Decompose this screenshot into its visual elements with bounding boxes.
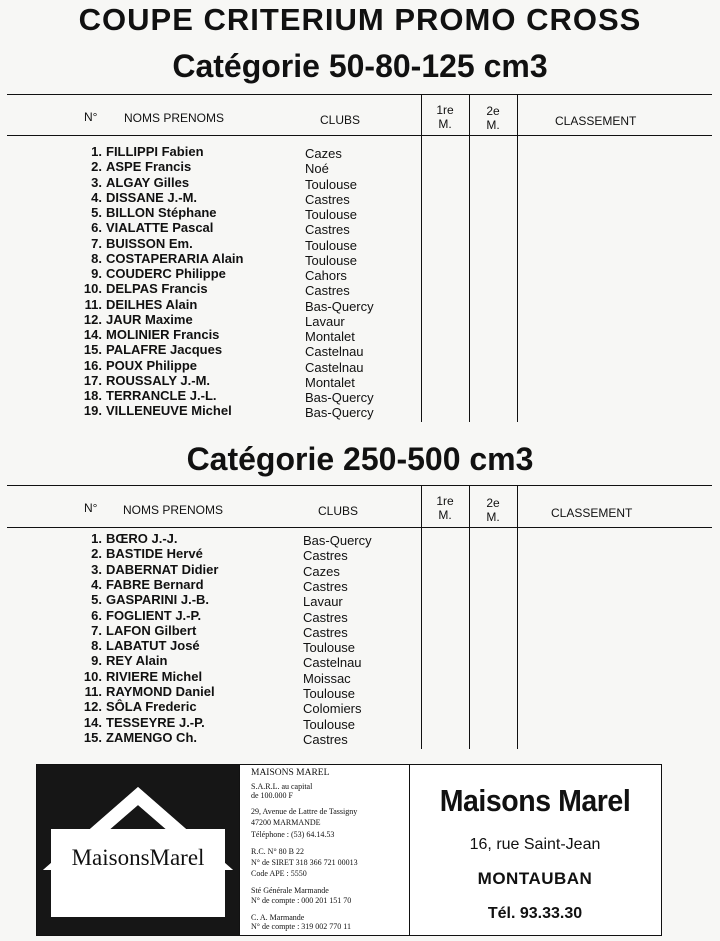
row-club: Toulouse: [303, 640, 356, 656]
row-name: VILLENEUVE Michel: [106, 403, 232, 419]
row-club: Toulouse: [303, 686, 356, 701]
row-name: BASTIDE Hervé: [106, 546, 203, 562]
ad-logo-panel: [37, 765, 239, 935]
table-row: [0, 638, 720, 656]
row-number: 6.: [91, 607, 102, 623]
row-club: Castelnau: [305, 359, 364, 375]
table-row: [0, 327, 720, 342]
row-club: Cazes: [303, 563, 340, 579]
row-name: DISSANE J.-M.: [106, 189, 198, 205]
table-row: [0, 608, 720, 623]
page-title: COUPE CRITERIUM PROMO CROSS: [78, 2, 642, 37]
row-number: 14.: [83, 714, 102, 730]
row-club: Bas-Quercy: [305, 298, 374, 314]
row-number: 1.: [91, 144, 102, 159]
row-club: Noé: [305, 161, 329, 177]
table-row: [0, 546, 720, 564]
row-name: PALAFRE Jacques: [106, 342, 223, 358]
category-1-title: Catégorie 50-80-125 cm3: [172, 48, 548, 84]
row-club: Toulouse: [305, 237, 358, 253]
table-row: [0, 190, 720, 205]
ad-street: 16, rue Saint-Jean: [469, 836, 601, 853]
row-name: TESSEYRE J.-P.: [106, 714, 205, 730]
ad-siret: N° de SIRET 318 366 721 00013: [251, 858, 358, 867]
table1-header-clubs: CLUBS: [320, 113, 361, 127]
row-number: 9.: [91, 266, 102, 281]
row-name: GASPARINI J.-B.: [106, 592, 210, 608]
row-name: SÔLA Frederic: [106, 699, 197, 715]
ad-divider-2: [409, 765, 410, 935]
row-number: 7.: [91, 622, 102, 638]
row-number: 5.: [91, 205, 102, 220]
row-name: FILLIPPI Fabien: [106, 144, 204, 159]
table2-header-1st-m: 1re M.: [436, 494, 454, 522]
table-row: [0, 175, 720, 190]
row-club: Castres: [303, 731, 348, 747]
row-club: Lavaur: [305, 313, 345, 329]
row-number: 1.: [91, 531, 102, 546]
row-name: BUISSON Em.: [106, 235, 193, 251]
ad-bank-2a: C. A. Marmande: [251, 913, 305, 922]
table1-header-1st-m: 1re M.: [436, 103, 454, 131]
table2-top-rule: [7, 485, 712, 486]
table1-header-num: N°: [84, 110, 98, 124]
table1-header-names: NOMS PRENOMS: [124, 111, 225, 125]
row-number: 14.: [83, 327, 102, 342]
table2-header-num: N°: [84, 501, 98, 515]
row-club: Castres: [305, 283, 350, 299]
ad-bank-1b: N° de compte : 000 201 151 70: [251, 896, 352, 905]
table2-header-2nd-m: 2e M.: [486, 496, 500, 524]
row-name: VIALATTE Pascal: [106, 220, 214, 236]
row-number: 19.: [83, 403, 102, 419]
table2-header-rule: [7, 527, 712, 528]
row-number: 4.: [91, 576, 102, 592]
row-name: MOLINIER Francis: [106, 327, 220, 342]
table-row: [0, 403, 720, 421]
row-name: FOGLIENT J.-P.: [106, 607, 202, 623]
row-number: 18.: [83, 388, 102, 403]
ad-sarl-1: S.A.R.L. au capital: [251, 782, 313, 791]
row-number: 3.: [91, 561, 102, 577]
table-row: [0, 342, 720, 360]
row-name: COSTAPERARIA Alain: [106, 250, 244, 266]
row-name: DEILHES Alain: [106, 296, 198, 312]
row-name: RAYMOND Daniel: [106, 684, 215, 699]
table-row: [0, 388, 720, 403]
row-name: POUX Philippe: [106, 357, 198, 373]
row-name: RIVIERE Michel: [106, 668, 203, 684]
ad-bank-2b: N° de compte : 319 002 770 11: [251, 922, 351, 931]
table1-top-rule: [7, 94, 712, 95]
table2-header-names: NOMS PRENOMS: [123, 503, 224, 517]
table-row: [0, 531, 720, 546]
row-number: 10.: [83, 281, 102, 297]
table-row: [0, 358, 720, 373]
row-club: Castres: [305, 191, 350, 207]
table-row: [0, 220, 720, 238]
table-row: [0, 159, 720, 177]
row-number: 7.: [91, 235, 102, 251]
row-number: 17.: [83, 372, 102, 388]
row-number: 6.: [91, 220, 102, 236]
row-name: LABATUT José: [106, 638, 200, 654]
row-name: REY Alain: [106, 653, 168, 669]
row-number: 2.: [91, 159, 102, 175]
row-name: COUDERC Philippe: [106, 266, 226, 281]
row-club: Toulouse: [305, 207, 358, 222]
ad-telephone: Tél. 93.33.30: [487, 905, 583, 922]
table-row: [0, 715, 720, 730]
table-row: [0, 669, 720, 684]
row-number: 3.: [91, 174, 102, 190]
row-club: Castelnau: [305, 344, 364, 360]
row-number: 11.: [84, 296, 102, 312]
table-row: [0, 653, 720, 671]
row-club: Castres: [305, 222, 350, 238]
table2-header-classement: CLASSEMENT: [551, 506, 633, 520]
row-number: 4.: [91, 189, 102, 205]
ad-rc: R.C. N° 80 B 22: [251, 847, 304, 856]
row-name: FABRE Bernard: [106, 576, 204, 592]
table-row: [0, 236, 720, 251]
table-row: [0, 297, 720, 312]
ad-bank-1a: Sté Générale Marmande: [251, 886, 329, 895]
row-name: DELPAS Francis: [106, 281, 208, 297]
row-club: Cazes: [305, 146, 342, 161]
ad-city: MONTAUBAN: [477, 869, 593, 888]
ad-phone-small: Téléphone : (53) 64.14.53: [251, 830, 335, 839]
table2-header-clubs: CLUBS: [318, 504, 359, 518]
table-row: [0, 577, 720, 592]
table1-header-2nd-m: 2e M.: [486, 104, 500, 132]
row-name: DABERNAT Didier: [106, 561, 219, 577]
ad-divider-1: [239, 765, 240, 935]
table-row: [0, 251, 720, 266]
row-number: 12.: [83, 311, 102, 327]
table-row: [0, 205, 720, 220]
row-club: Castres: [303, 578, 348, 594]
row-number: 16.: [83, 357, 102, 373]
row-club: Castelnau: [303, 655, 362, 671]
row-club: Montalet: [305, 329, 355, 344]
row-name: LAFON Gilbert: [106, 622, 197, 638]
row-club: Toulouse: [303, 716, 356, 732]
ad-ape: Code APE : 5550: [251, 869, 307, 878]
row-name: ASPE Francis: [106, 159, 192, 175]
ad-brand: Maisons Marel: [439, 783, 631, 818]
table1-header-classement: CLASSEMENT: [555, 114, 637, 128]
ad-address-1: 29, Avenue de Lattre de Tassigny: [251, 807, 358, 816]
row-name: ZAMENGO Ch.: [106, 729, 197, 745]
table-row: [0, 592, 720, 610]
row-club: Moissac: [303, 670, 351, 686]
row-number: 9.: [91, 653, 102, 669]
row-club: Colomiers: [303, 701, 362, 717]
table-row: [0, 144, 720, 159]
table-row: [0, 684, 720, 699]
row-name: ALGAY Gilles: [106, 174, 190, 190]
row-name: JAUR Maxime: [106, 311, 193, 327]
table-row: [0, 623, 720, 638]
table-row: [0, 281, 720, 299]
row-number: 12.: [83, 699, 102, 715]
row-club: Toulouse: [305, 176, 358, 192]
table-row: [0, 699, 720, 717]
row-name: ROUSSALY J.-M.: [106, 372, 211, 388]
table-row: [0, 373, 720, 388]
row-name: TERRANCLE J.-L.: [106, 388, 217, 403]
row-club: Castres: [303, 609, 348, 625]
table1-header-rule: [7, 135, 712, 136]
row-club: Bas-Quercy: [305, 405, 374, 421]
ad-company: MAISONS MAREL: [251, 768, 330, 778]
row-number: 15.: [83, 342, 102, 358]
table-row: [0, 312, 720, 327]
row-name: BŒRO J.-J.: [106, 531, 178, 546]
ad-address-2: 47200 MARMANDE: [251, 818, 321, 827]
row-club: Toulouse: [305, 252, 358, 268]
ad-sarl-2: de 100.000 F: [251, 791, 293, 800]
row-club: Castres: [303, 624, 348, 640]
row-club: Castres: [303, 548, 348, 564]
row-club: Montalet: [305, 374, 355, 390]
ad-logo-text: MaisonsMarel: [71, 845, 205, 870]
row-number: 5.: [91, 592, 102, 608]
row-club: Bas-Quercy: [303, 533, 372, 548]
table-row: [0, 562, 720, 577]
table-row: [0, 730, 720, 745]
row-number: 11.: [84, 684, 102, 699]
row-name: BILLON Stéphane: [106, 205, 217, 220]
row-number: 8.: [91, 638, 102, 654]
row-club: Lavaur: [303, 594, 343, 610]
row-number: 8.: [91, 250, 102, 266]
row-number: 15.: [83, 729, 102, 745]
row-club: Bas-Quercy: [305, 390, 374, 405]
category-2-title: Catégorie 250-500 cm3: [186, 441, 534, 477]
row-number: 10.: [83, 668, 102, 684]
table-row: [0, 266, 720, 281]
row-club: Cahors: [305, 268, 347, 283]
advertisement: [36, 764, 662, 936]
row-number: 2.: [91, 546, 102, 562]
